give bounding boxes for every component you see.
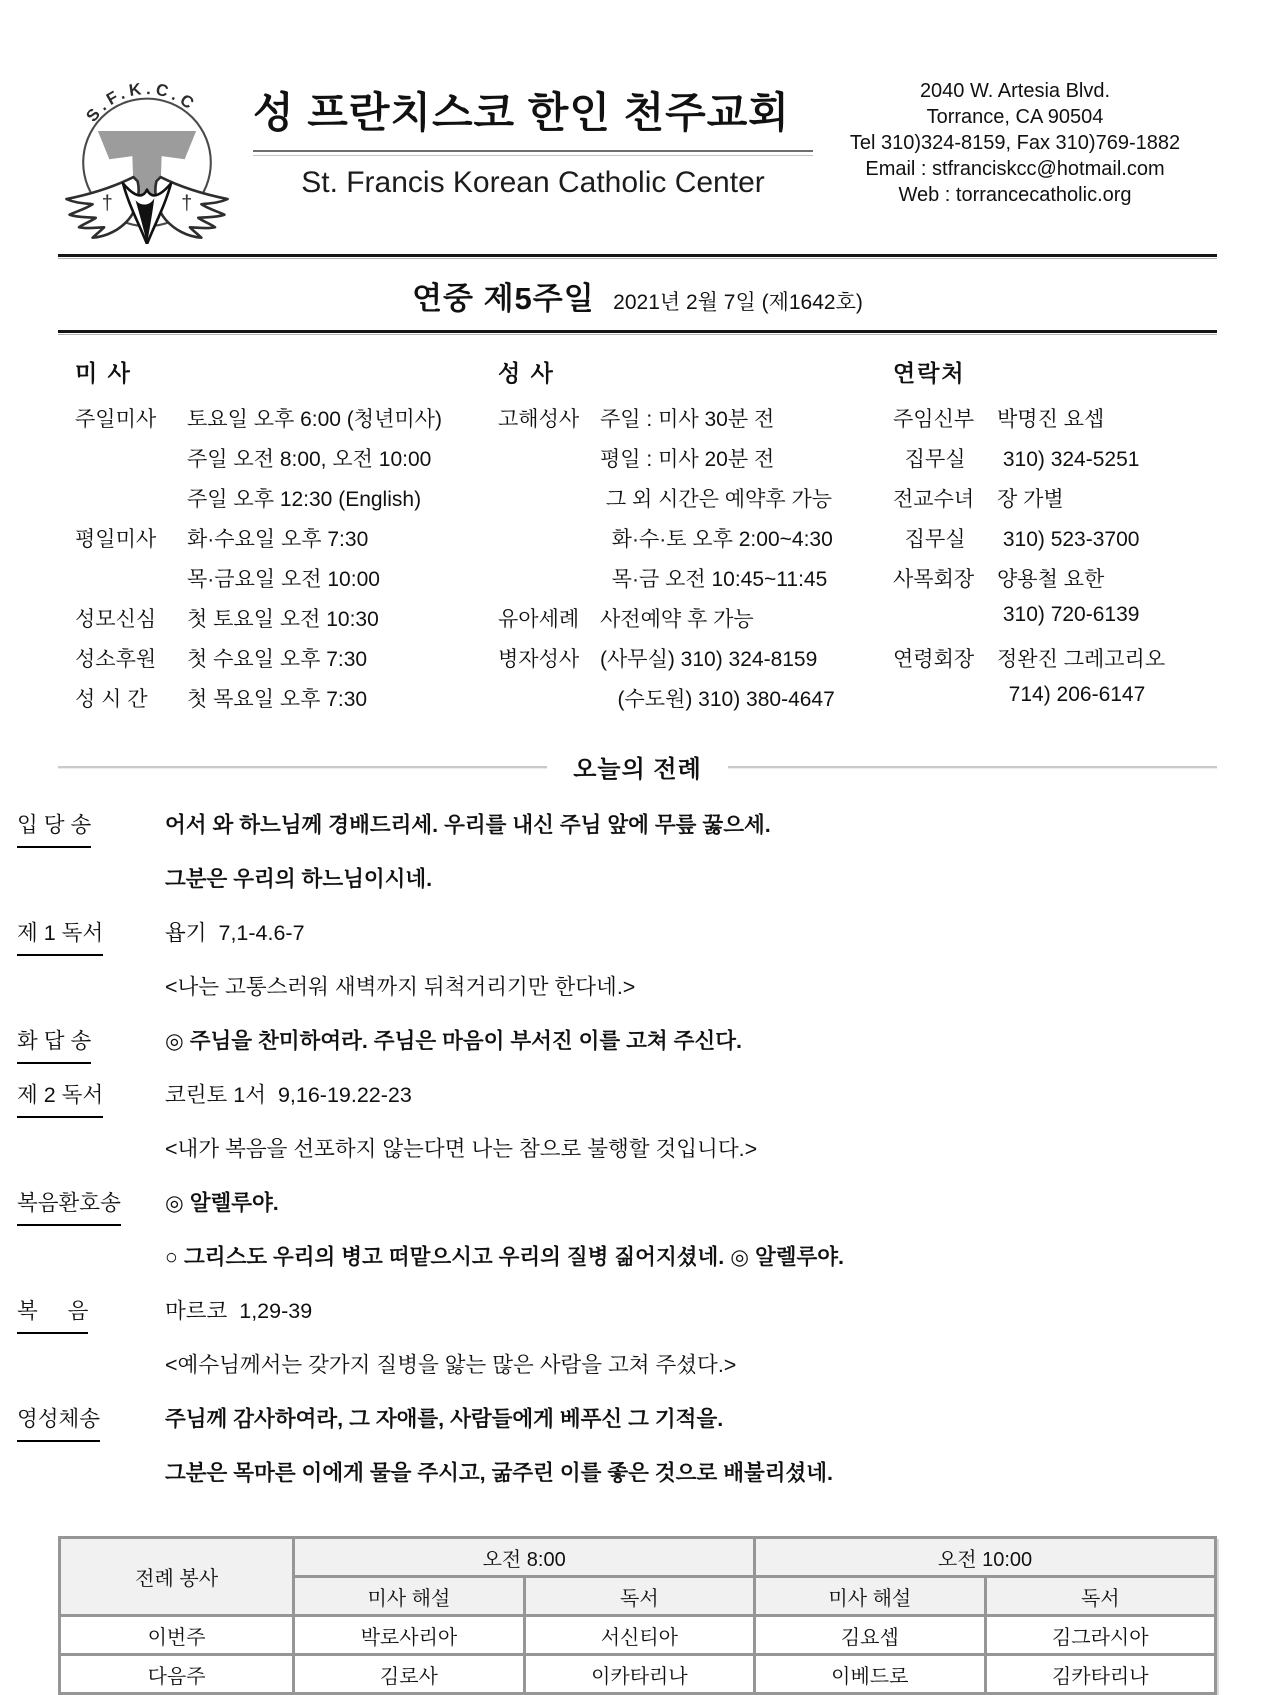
svg-text:†: † <box>181 192 193 215</box>
roster-week-cell: 다음주 <box>60 1655 294 1694</box>
liturgy-row <box>17 1402 1217 1456</box>
liturgy-row-text: 코린토 1서 9,16-19.22-23 <box>165 1083 412 1107</box>
roster-time-header: 오전 8:00 <box>294 1538 755 1577</box>
schedule-row-text: 주일 오전 8:00, 오전 10:00 <box>187 448 432 471</box>
contacts-column <box>893 355 1193 723</box>
mass-column <box>58 355 498 723</box>
schedule-row <box>498 483 893 523</box>
schedule-row-text: 주일 오후 12:30 (English) <box>187 488 422 511</box>
liturgy-section-title: 오늘의 전례 <box>573 756 702 783</box>
liturgy-row-text: 마르코 1,29-39 <box>165 1299 313 1323</box>
liturgy-row-text: <예수님께서는 갖가지 질병을 앓는 많은 사람을 고쳐 주셨다.> <box>165 1353 737 1377</box>
schedule-row <box>498 683 893 723</box>
roster-row <box>60 1616 1216 1655</box>
schedule-row-text: 정완진 그레고리오 <box>997 648 1166 671</box>
liturgy-row <box>17 1240 1217 1294</box>
schedule-row <box>75 483 498 523</box>
liturgy-row <box>17 1348 1217 1402</box>
schedule-row-text: 그 외 시간은 예약후 가능 <box>600 488 833 511</box>
divider-line-left <box>58 766 547 768</box>
church-logo <box>58 62 243 244</box>
schedule-row-label: 전교수녀 <box>893 488 975 511</box>
liturgy-row-text: ○ 그리스도 우리의 병고 떠맡으시고 우리의 질병 짊어지셨네. ◎ 알렐루야. <box>165 1245 844 1269</box>
schedule-row-text: 310) 720-6139 <box>997 603 1140 626</box>
liturgy-row <box>17 916 1217 970</box>
roster-role-header: 미사 해설 <box>294 1577 524 1616</box>
liturgy-row-label <box>17 1078 165 1118</box>
schedule-row <box>893 483 1193 523</box>
schedule-row <box>75 603 498 643</box>
header <box>0 0 1275 244</box>
roster-name-cell: 김카타리나 <box>985 1655 1215 1694</box>
schedule-row-label: 평일미사 <box>75 528 157 551</box>
title-divider <box>253 150 813 156</box>
schedule-row <box>893 403 1193 443</box>
bulletin-date-issue: 2021년 2월 7일 (제1642호) <box>613 291 863 314</box>
schedule-row-text: 첫 목요일 오후 7:30 <box>187 688 368 711</box>
schedule-section <box>0 355 1275 723</box>
church-name-korean: 성 프란치스코 한인 천주교회 <box>253 89 790 136</box>
liturgy-row <box>17 1456 1217 1510</box>
liturgy-row-text: <나는 고통스러워 새벽까지 뒤척거리기만 한다네.> <box>165 975 636 999</box>
schedule-row-text: 박명진 요셉 <box>997 408 1105 431</box>
liturgy-row-label <box>17 808 165 848</box>
schedule-row-text: 310) 523-3700 <box>997 528 1140 551</box>
schedule-row-label: 고해성사 <box>498 408 580 431</box>
schedule-row <box>893 683 1193 723</box>
schedule-row-text: 사전예약 후 가능 <box>600 608 754 631</box>
schedule-row <box>75 683 498 723</box>
schedule-row <box>893 443 1193 483</box>
schedule-row-label: 연령회장 <box>893 648 975 671</box>
schedule-row-text: 화·수·토 오후 2:00~4:30 <box>600 528 833 551</box>
liturgy-row-label-text: 복 음 <box>17 1294 88 1334</box>
liturgy-row <box>17 970 1217 1024</box>
schedule-row-label: 주일미사 <box>75 408 157 431</box>
liturgy-list <box>0 808 1275 1510</box>
church-name-english: St. Francis Korean Catholic Center <box>301 166 765 199</box>
schedule-row-text: 목·금 오전 10:45~11:45 <box>600 568 828 591</box>
schedule-row-label: 집무실 <box>893 528 966 551</box>
liturgy-row-label-text: 복음환호송 <box>17 1186 121 1226</box>
schedule-row-text: 화·수요일 오후 7:30 <box>187 528 369 551</box>
roster-name-cell: 이베드로 <box>755 1655 985 1694</box>
liturgy-row-label-text: 화 답 송 <box>17 1024 91 1064</box>
schedule-row-text: 평일 : 미사 20분 전 <box>600 448 775 471</box>
schedule-row-text: (수도원) 310) 380-4647 <box>600 688 835 711</box>
schedule-row <box>498 523 893 563</box>
schedule-row <box>75 643 498 683</box>
liturgy-row-text: 그분은 우리의 하느님이시네. <box>165 867 433 891</box>
liturgy-row-text: 그분은 목마른 이에게 물을 주시고, 굶주린 이를 좋은 것으로 배불리셨네. <box>165 1461 834 1485</box>
roster-name-cell: 이카타리나 <box>524 1655 754 1694</box>
svg-text:†: † <box>101 192 113 215</box>
schedule-row <box>893 563 1193 603</box>
contact-info <box>813 62 1217 208</box>
liturgy-row-label <box>17 1294 165 1334</box>
schedule-row-label: 주임신부 <box>893 408 975 431</box>
liturgy-row <box>17 808 1217 862</box>
web-line: Web : torrancecatholic.org <box>898 184 1132 206</box>
schedule-row <box>893 523 1193 563</box>
schedule-row <box>893 643 1193 683</box>
schedule-row-text: 토요일 오후 6:00 (청년미사) <box>187 408 442 431</box>
liturgy-row-text: ◎ 주님을 찬미하여라. 주님은 마음이 부서진 이를 고쳐 주신다. <box>165 1029 742 1053</box>
liturgy-row <box>17 1294 1217 1348</box>
schedule-row <box>75 523 498 563</box>
schedule-row-label: 성소후원 <box>75 648 157 671</box>
liturgy-row-label-text: 입 당 송 <box>17 808 91 848</box>
masthead-bottom-rule <box>58 330 1217 335</box>
schedule-row <box>498 403 893 443</box>
schedule-row-label: 성 시 간 <box>75 688 148 711</box>
schedule-row-text: 첫 수요일 오후 7:30 <box>187 648 368 671</box>
roster-role-header: 독서 <box>524 1577 754 1616</box>
roster-row <box>60 1655 1216 1694</box>
roster-role-header: 독서 <box>985 1577 1215 1616</box>
liturgy-row-label-text: 제 2 독서 <box>17 1078 103 1118</box>
liturgy-row-label-text: 영성체송 <box>17 1402 100 1442</box>
schedule-row-label: 유아세례 <box>498 608 580 631</box>
schedule-row-text: 주일 : 미사 30분 전 <box>600 408 775 431</box>
schedule-row <box>75 443 498 483</box>
roster-role-header: 미사 해설 <box>755 1577 985 1616</box>
schedule-row <box>75 563 498 603</box>
schedule-row <box>75 403 498 443</box>
liturgy-row-text: ◎ 알렐루야. <box>165 1191 279 1215</box>
liturgy-row-label-text: 제 1 독서 <box>17 916 103 956</box>
divider-line-right <box>728 766 1217 768</box>
church-titles <box>253 62 813 200</box>
liturgy-row-text: 욥기 7,1-4.6-7 <box>165 921 305 945</box>
schedule-row-text: (사무실) 310) 324-8159 <box>600 648 818 671</box>
schedule-row-text: 714) 206-6147 <box>997 683 1146 706</box>
roster-name-cell: 김요셉 <box>755 1616 985 1655</box>
schedule-row <box>893 603 1193 643</box>
phone-fax-line: Tel 310)324-8159, Fax 310)769-1882 <box>849 132 1181 154</box>
roster-time-header: 오전 10:00 <box>755 1538 1216 1577</box>
bulletin-title: 연중 제5주일 <box>412 281 595 316</box>
roster-section <box>58 1536 1217 1695</box>
liturgy-row-label <box>17 1024 165 1064</box>
schedule-row-text: 310) 324-5251 <box>997 448 1140 471</box>
liturgy-row <box>17 1132 1217 1186</box>
address-line-1: 2040 W. Artesia Blvd. <box>919 80 1111 102</box>
svg-text:S.F.K.C.C: S.F.K.C.C <box>82 78 201 126</box>
liturgy-section-header <box>58 749 1217 784</box>
schedule-row-label: 성모신심 <box>75 608 157 631</box>
liturgy-roster-table <box>58 1536 1217 1695</box>
schedule-row <box>498 563 893 603</box>
contacts-column-title: 연락처 <box>893 360 966 386</box>
schedule-row <box>498 643 893 683</box>
liturgy-row-label <box>17 1186 165 1226</box>
masthead <box>0 259 1275 330</box>
liturgy-row-label <box>17 916 165 956</box>
schedule-row-text: 첫 토요일 오전 10:30 <box>187 608 379 631</box>
church-logo-icon <box>58 62 236 244</box>
schedule-row-text: 목·금요일 오전 10:00 <box>187 568 380 591</box>
liturgy-row-label <box>17 1402 165 1442</box>
schedule-row-text: 양용철 요한 <box>997 568 1105 591</box>
address-line-2: Torrance, CA 90504 <box>926 106 1104 128</box>
liturgy-row <box>17 1024 1217 1078</box>
roster-week-cell: 이번주 <box>60 1616 294 1655</box>
sacraments-column <box>498 355 893 723</box>
roster-name-cell: 김로사 <box>294 1655 524 1694</box>
liturgy-row <box>17 1078 1217 1132</box>
roster-name-cell: 서신티아 <box>524 1616 754 1655</box>
liturgy-row-text: 어서 와 하느님께 경배드리세. 우리를 내신 주님 앞에 무릎 꿇으세. <box>165 813 771 837</box>
schedule-row <box>498 603 893 643</box>
mass-column-title: 미 사 <box>75 360 132 386</box>
roster-corner-label: 전례 봉사 <box>60 1538 294 1616</box>
schedule-row-text: 장 가별 <box>997 488 1064 511</box>
liturgy-row-text: 주님께 감사하여라, 그 자애를, 사람들에게 베푸신 그 기적을. <box>165 1407 724 1431</box>
schedule-row <box>498 443 893 483</box>
liturgy-row-text: <내가 복음을 선포하지 않는다면 나는 참으로 불행할 것입니다.> <box>165 1137 758 1161</box>
schedule-row-label: 병자성사 <box>498 648 580 671</box>
liturgy-row <box>17 1186 1217 1240</box>
sacraments-column-title: 성 사 <box>498 360 555 386</box>
roster-name-cell: 김그라시아 <box>985 1616 1215 1655</box>
schedule-row-label: 집무실 <box>893 448 966 471</box>
roster-name-cell: 박로사리아 <box>294 1616 524 1655</box>
email-line: Email : stfranciskcc@hotmail.com <box>865 158 1165 180</box>
schedule-row-label: 사목회장 <box>893 568 975 591</box>
liturgy-row <box>17 862 1217 916</box>
